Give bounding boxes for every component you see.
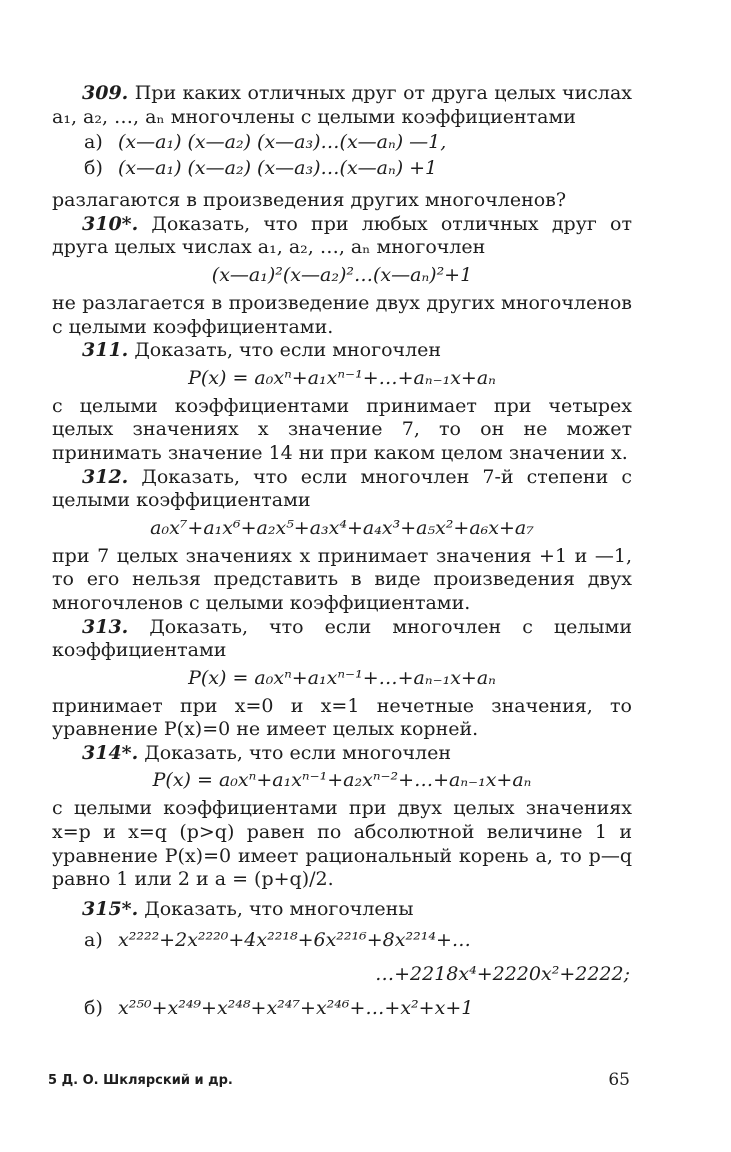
page-number: 65: [608, 1070, 630, 1090]
problem-text: Доказать, что при любых отличных друг от друга целых числах a₁, a₂, …, aₙ многочлен: [52, 212, 632, 259]
problem-number: 310*.: [82, 212, 139, 235]
formula: a₀x⁷+a₁x⁶+a₂x⁵+a₃x⁴+a₄x³+a₅x²+a₆x+a₇: [150, 516, 534, 539]
item-label: а): [84, 131, 103, 154]
formula-item-b: [52, 155, 632, 181]
problem-text: Доказать, что если многочлен с целыми коэффициентами: [52, 615, 632, 662]
problem-314: [52, 742, 632, 766]
problem-number: 313.: [82, 615, 129, 638]
formula-item-a-continued: …+2218x⁴+2220x²+2222;: [375, 963, 630, 986]
formula-item-b: [52, 995, 632, 1021]
footer-signature: 5 Д. О. Шклярский и др.: [48, 1073, 233, 1088]
problem-text-tail: принимает при x=0 и x=1 нечетные значения, то уравнение P(x)=0 не имеет целых корней.: [52, 694, 632, 741]
problem-text: Доказать, что если многочлен 7-й степени с целыми коэффициентами: [52, 465, 632, 512]
problem-number: 309.: [82, 82, 129, 104]
problem-text: Доказать, что если многочлен: [128, 339, 442, 362]
formula: P(x) = a₀xⁿ+a₁xⁿ⁻¹+…+aₙ₋₁x+aₙ: [188, 366, 496, 389]
formula: P(x) = a₀xⁿ+a₁xⁿ⁻¹+a₂xⁿ⁻²+…+aₙ₋₁x+aₙ: [152, 769, 532, 792]
item-label: б): [84, 997, 103, 1020]
problem-311: [52, 339, 632, 363]
problem-number: 311.: [82, 339, 129, 362]
problem-313: [52, 616, 632, 663]
formula-item-a: [52, 129, 632, 155]
item-formula: (x—a₁) (x—a₂) (x—a₃)…(x—aₙ) +1: [118, 157, 438, 180]
problem-text-tail: с целыми коэффициентами при двух целых значениях x=p и x=q (p>q) равен по абсолютной величине 1 и уравнение P(x)=0 имеет рациональный корень a, то p—q равно 1 или 2 и a = (p+q)/2.: [52, 797, 632, 891]
formula-item-a: [52, 927, 632, 953]
problem-315: [52, 898, 632, 922]
problem-text: Доказать, что если многочлен: [138, 741, 451, 764]
formula: P(x) = a₀xⁿ+a₁xⁿ⁻¹+…+aₙ₋₁x+aₙ: [188, 666, 496, 689]
item-formula: x²⁵⁰+x²⁴⁹+x²⁴⁸+x²⁴⁷+x²⁴⁶+…+x²+x+1: [118, 997, 474, 1020]
problem-text-tail: разлагаются в произведения других многочленов?: [52, 189, 567, 212]
page-footer: [48, 1070, 630, 1088]
problem-text-tail: с целыми коэффициентами принимает при четырех целых значениях x значение 7, то он не может принимать значение 14 ни при каком целом значении x.: [52, 394, 632, 464]
problem-text-tail: не разлагается в произведение двух других многочленов с целыми коэффициентами.: [52, 291, 632, 338]
problem-number: 312.: [82, 465, 129, 488]
problem-number: 315*.: [82, 897, 139, 920]
formula: (x—a₁)²(x—a₂)²…(x—aₙ)²+1: [211, 263, 473, 286]
item-formula: (x—a₁) (x—a₂) (x—a₃)…(x—aₙ) —1,: [118, 131, 447, 154]
problem-310: [52, 213, 632, 260]
problem-312: [52, 466, 632, 513]
problem-text: При каких отличных друг от друга целых числах a₁, a₂, …, aₙ многочлены с целыми коэффициентами: [52, 82, 632, 128]
problem-number: 314*.: [82, 741, 139, 764]
problem-309: [52, 82, 632, 129]
problem-text-tail: при 7 целых значениях x принимает значения +1 и —1, то его нельзя представить в виде произведения двух многочленов с целыми коэффициентами.: [52, 544, 632, 614]
problem-text: Доказать, что многочлены: [138, 897, 414, 920]
item-label: б): [84, 157, 103, 180]
item-formula: x²²²²+2x²²²⁰+4x²²¹⁸+6x²²¹⁶+8x²²¹⁴+…: [118, 929, 471, 952]
item-label: а): [84, 929, 103, 952]
page-body: [52, 82, 632, 1021]
